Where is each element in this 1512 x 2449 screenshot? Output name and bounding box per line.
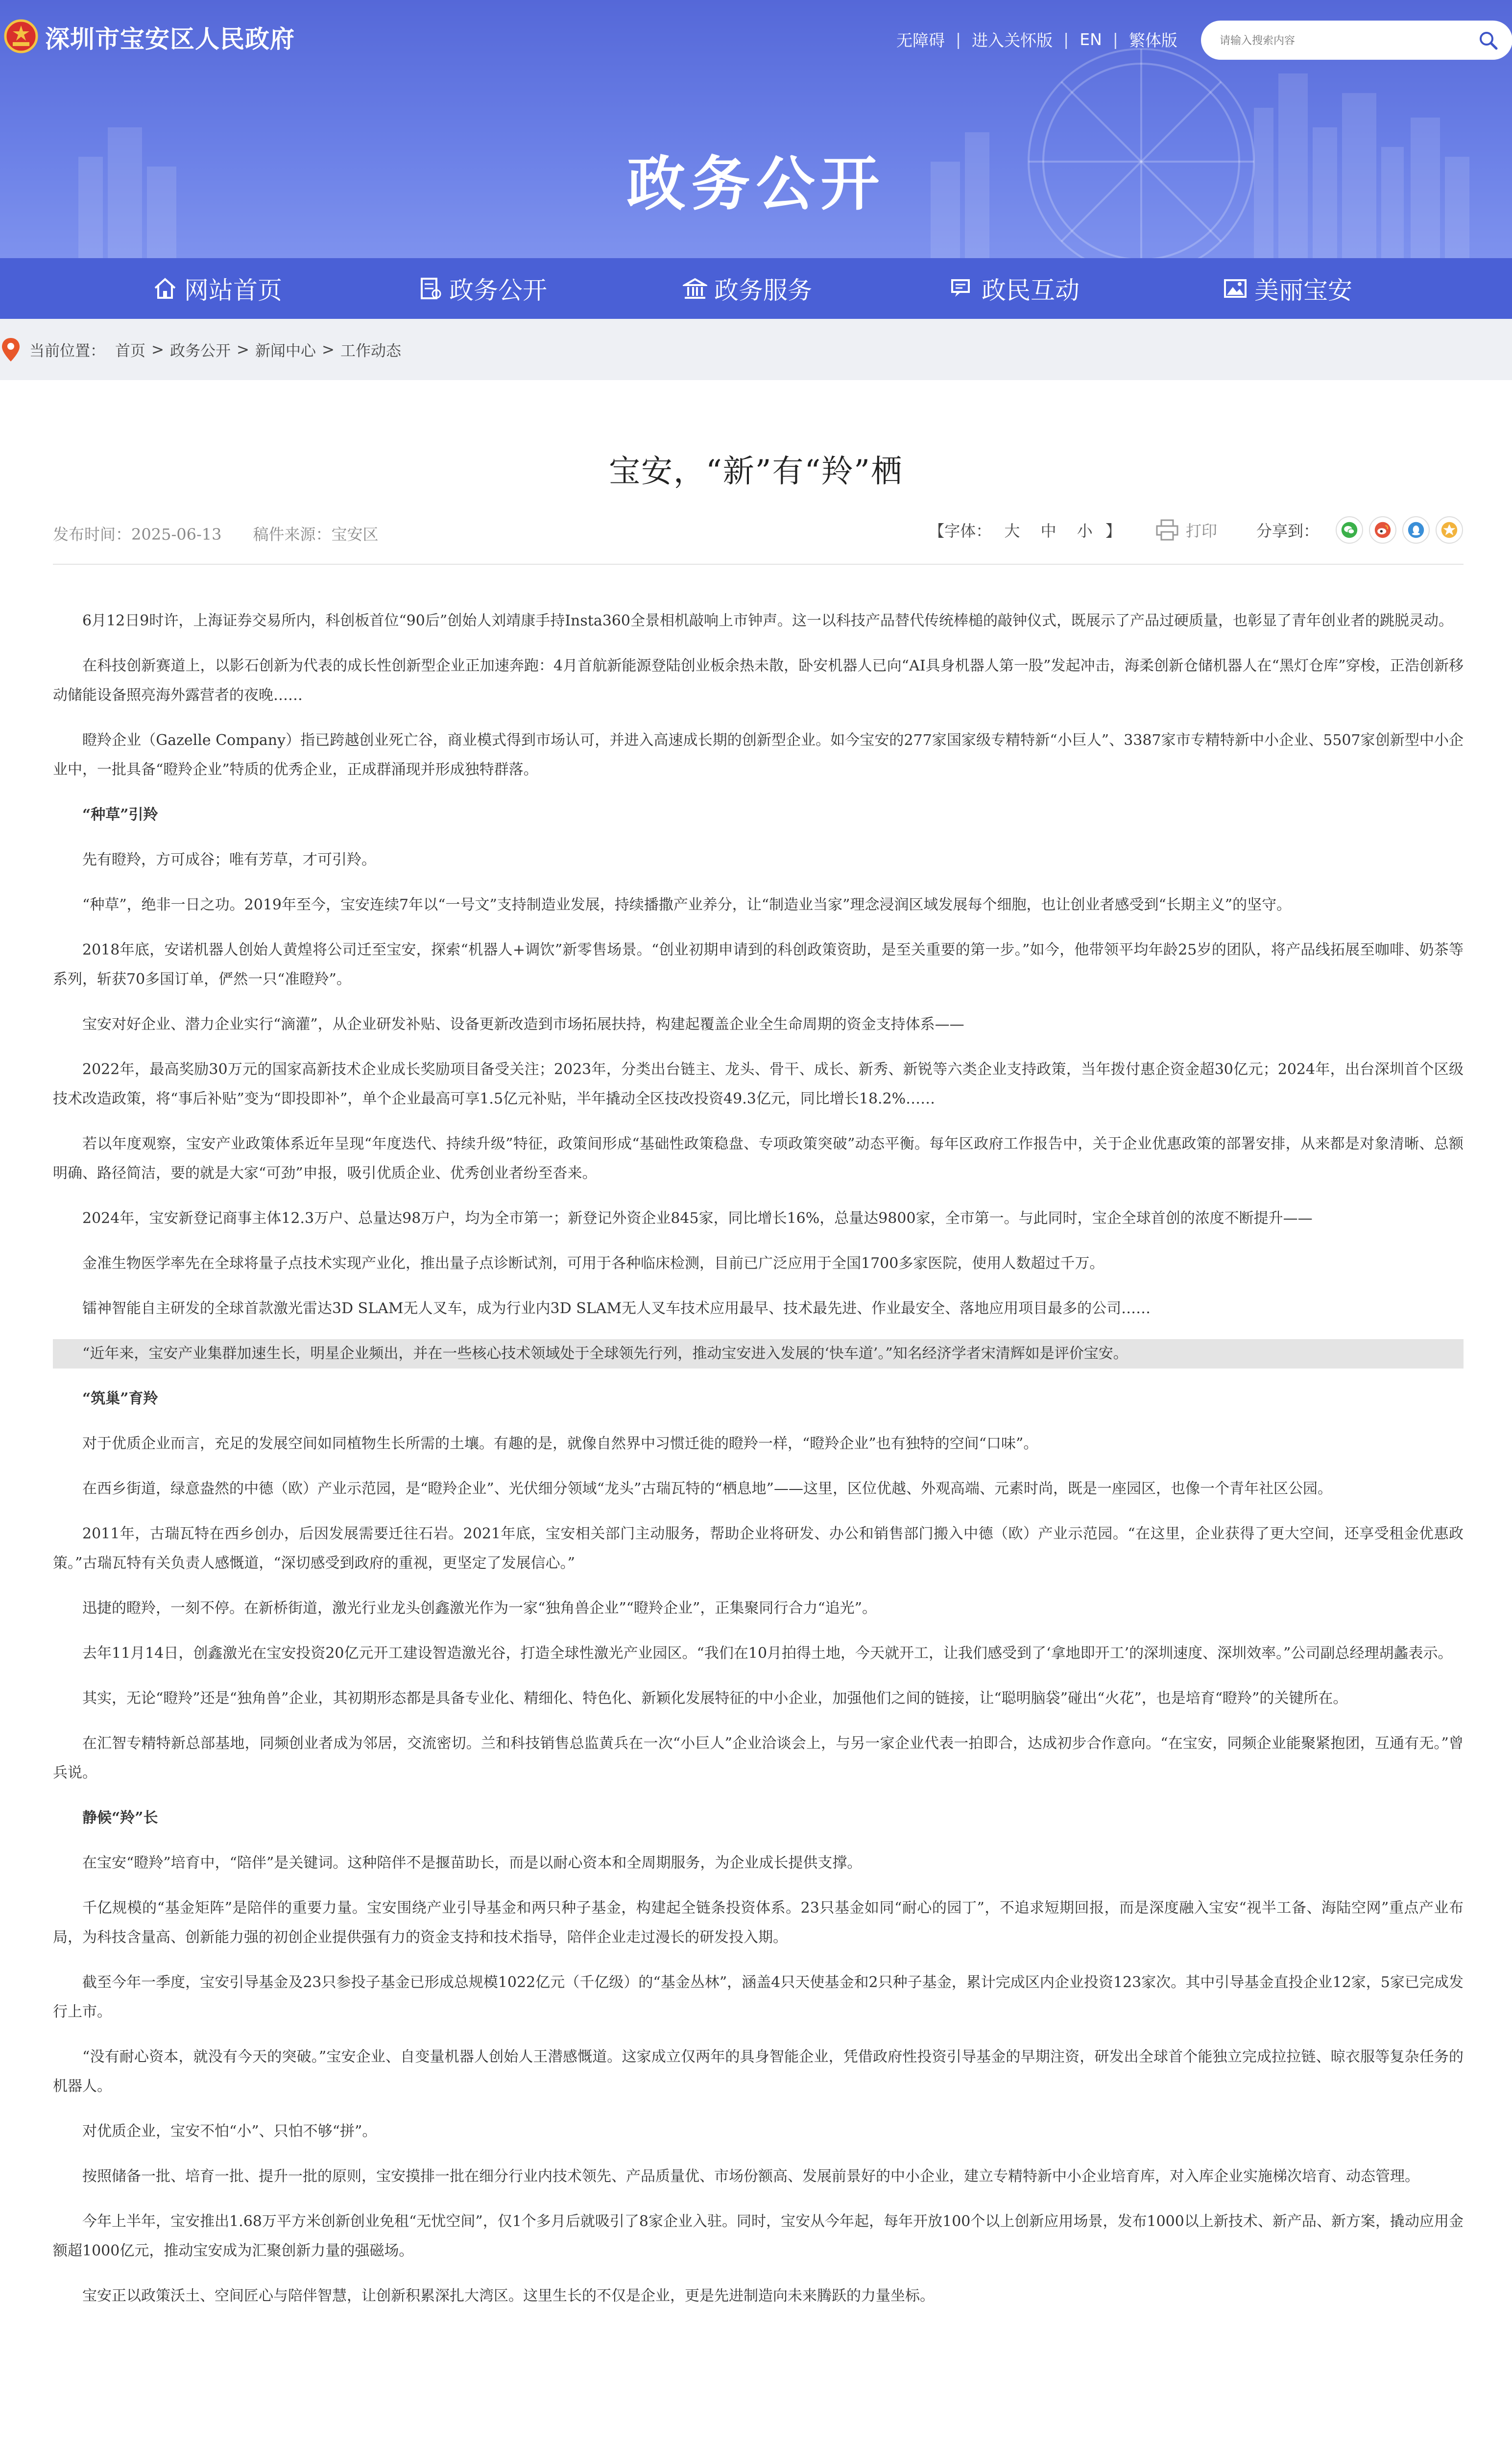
- share-label: 分享到：: [1256, 522, 1319, 540]
- breadcrumb-separator: >: [236, 340, 249, 359]
- font-size-selector: 【字体： 大 中 小 】: [929, 522, 1121, 540]
- font-size-small[interactable]: 小: [1077, 522, 1093, 540]
- nav-label: 美丽宝安: [1254, 276, 1352, 305]
- breadcrumb-work-news[interactable]: 工作动态: [340, 342, 401, 360]
- breadcrumb-home[interactable]: 首页: [115, 342, 145, 360]
- article-paragraph: 其实，无论“瞪羚”还是“独角兽”企业，其初期形态都是具备专业化、精细化、特色化、新颖化发展特征的中小企业，加强他们之间的链接，让“聪明脑袋”碰出“火花”，也是培育“瞪羚”的关键所在。: [82, 1690, 1348, 1707]
- article-paragraph: 2011年，古瑞瓦特在西乡创办，后因发展需要迁往石岩。2021年底，宝安相关部门主动服务，帮助企业将研发、办公和销售部门搬入中德（欧）产业示范园。“在这里，企业获得了更大空间，还享受租金优惠政策。”古瑞瓦特有关负责人感慨道，“深切感受到政府的重视，更坚定了发展信心。”: [53, 1525, 1464, 1572]
- national-emblem-icon: [4, 19, 38, 56]
- article-paragraph: 在西乡街道，绿意盎然的中德（欧）产业示范园，是“瞪羚企业”、光伏细分领域“龙头”古瑞瓦特的“栖息地”——这里，区位优越、外观高端、元素时尚，既是一座园区，也像一个青年社区公园。: [82, 1480, 1333, 1497]
- document-icon: [418, 276, 442, 301]
- top-links: 无障碍 | 进入关怀版 | EN | 繁体版: [896, 27, 1177, 51]
- article-paragraph: 2018年底，安诺机器人创始人黄煌将公司迁至宝安，探索“机器人+调饮”新零售场景。“创业初期申请到的科创政策资助，是至关重要的第一步。”如今，他带领平均年龄25岁的团队，将产品线拓展至咖啡、奶茶等系列，斩获70多国订单，俨然一只“准瞪羚”。: [53, 941, 1464, 988]
- meta-divider: [53, 564, 1464, 565]
- article-paragraph: 先有瞪羚，方可成谷；唯有芳草，才可引羚。: [82, 851, 376, 868]
- wechat-icon[interactable]: [1336, 516, 1363, 544]
- print-button[interactable]: [1155, 519, 1217, 541]
- breadcrumb-news-center[interactable]: 新闻中心: [255, 342, 316, 360]
- search-box: [1201, 21, 1512, 60]
- article-paragraph: 宝安对好企业、潜力企业实行“滴灌”，从企业研发补贴、设备更新改造到市场拓展扶持，构建起覆盖企业全生命周期的资金支持体系——: [82, 1016, 964, 1033]
- qzone-icon[interactable]: [1436, 516, 1463, 544]
- nav-item-public-interaction[interactable]: [950, 258, 1080, 319]
- nav-item-home[interactable]: [153, 258, 282, 319]
- article-paragraph: 镭神智能自主研发的全球首款激光雷达3D SLAM无人叉车，成为行业内3D SLAM无人叉车技术应用最早、技术最先进、作业最安全、落地应用项目最多的公司……: [82, 1300, 1151, 1317]
- article-meta: [53, 522, 379, 545]
- breadcrumb-label: 当前位置：: [29, 342, 105, 360]
- site-header: [0, 0, 1512, 258]
- accessibility-link[interactable]: 无障碍: [896, 30, 945, 50]
- article-paragraph: 在宝安“瞪羚”培育中，“陪伴”是关键词。这种陪伴不是揠苗助长，而是以耐心资本和全周期服务，为企业成长提供支撑。: [82, 1854, 862, 1872]
- article-tools: [929, 516, 1463, 544]
- nav-label: 政务公开: [449, 276, 547, 305]
- article-paragraph: 对于优质企业而言，充足的发展空间如同植物生长所需的土壤。有趣的是，就像自然界中习惯迁徙的瞪羚一样，“瞪羚企业”也有独特的空间“口味”。: [82, 1435, 1038, 1452]
- article-paragraph: 6月12日9时许，上海证券交易所内，科创板首位“90后”创始人刘靖康手持Insta360全景相机敲响上市钟声。这一以科技产品替代传统棒槌的敲钟仪式，既展示了产品过硬质量，也彰显了青年创业者的跳脱灵动。: [82, 612, 1453, 629]
- article-paragraph: “种草”，绝非一日之功。2019年至今，宝安连续7年以“一号文”支持制造业发展，持续播撒产业养分，让“制造业当家”理念浸润区域发展每个细胞，也让创业者感受到“长期主义”的坚守。: [82, 896, 1292, 913]
- traditional-chinese-link[interactable]: 繁体版: [1128, 30, 1177, 50]
- highlighted-paragraph: “近年来，宝安产业集群加速生长，明星企业频出，并在一些核心技术领域处于全球领先行列，推动宝安进入发展的‘快车道’。”知名经济学者宋清辉如是评价宝安。: [53, 1339, 1464, 1369]
- article-paragraph: 去年11月14日，创鑫激光在宝安投资20亿元开工建设智造激光谷，打造全球性激光产业园区。“我们在10月拍得土地，今天就开工，让我们感受到了‘拿地即开工’的深圳速度、深圳效率。”公司副总经理胡蠡表示。: [82, 1645, 1453, 1662]
- breadcrumb-separator: >: [151, 340, 164, 359]
- breadcrumb-separator: >: [321, 340, 335, 359]
- article-paragraph: 截至今年一季度，宝安引导基金及23只参投子基金已形成总规模1022亿元（千亿级）的“基金丛林”，涵盖4只天使基金和2只种子基金，累计完成区内企业投资123家次。其中引导基金直投企业12家，5家已完成发行上市。: [53, 1974, 1464, 2020]
- article-title: 宝安，“新”有“羚”栖: [609, 454, 903, 490]
- banner-title: 政务公开: [626, 150, 886, 218]
- chat-icon: [950, 276, 975, 301]
- printer-icon: [1155, 519, 1179, 541]
- weibo-icon[interactable]: [1369, 516, 1396, 544]
- location-pin-icon: [1, 337, 21, 362]
- landscape-icon: [1223, 276, 1248, 301]
- article-paragraph: 若以年度观察，宝安产业政策体系近年呈现“年度迭代、持续升级”特征，政策间形成“基础性政策稳盘、专项政策突破”动态平衡。每年区政府工作报告中，关于企业优惠政策的部署安排，从来都是对象清晰、总额明确、路径简洁，要的就是大家“可劲”申报，吸引优质企业、优秀创业者纷至沓来。: [53, 1135, 1464, 1182]
- nav-item-beautiful-baoan[interactable]: [1223, 258, 1352, 319]
- section-heading: “筑巢”育羚: [82, 1390, 158, 1407]
- search-icon[interactable]: [1478, 30, 1498, 50]
- nav-item-government-services[interactable]: [683, 258, 812, 319]
- article-paragraph: 对优质企业，宝安不怕“小”、只怕不够“拼”。: [82, 2123, 377, 2140]
- article-paragraph: 瞪羚企业（Gazelle Company）指已跨越创业死亡谷，商业模式得到市场认可，并进入高速成长期的创新型企业。如今宝安的277家国家级专精特新“小巨人”、3387家市专精特新中小企业、5507家创新型中小企业中，一批具备“瞪羚企业”特质的优秀企业，正成群涌现并形成独特群落。: [53, 732, 1464, 778]
- article-paragraph: “没有耐心资本，就没有今天的突破。”宝安企业、自变量机器人创始人王潜感慨道。这家成立仅两年的具身智能企业，凭借政府性投资引导基金的早期注资，研发出全球首个能独立完成拉拉链、晾衣服等复杂任务的机器人。: [53, 2048, 1464, 2095]
- elderly-mode-link[interactable]: 进入关怀版: [972, 30, 1053, 50]
- font-size-medium[interactable]: 中: [1040, 522, 1056, 540]
- print-label: 打印: [1185, 522, 1217, 540]
- article-paragraph: 2022年，最高奖励30万元的国家高新技术企业成长奖励项目备受关注；2023年，分类出台链主、龙头、骨干、成长、新秀、新锐等六类企业支持政策，当年拨付惠企资金超30亿元；2024年，出台深圳首个区级技术改造政策，将“事后补贴”变为“即投即补”，单个企业最高可享1.5亿元补贴，半年撬动全区技改投资49.3亿元，同比增长18.2%……: [53, 1061, 1464, 1107]
- search-input[interactable]: [1219, 29, 1475, 52]
- home-icon: [153, 276, 177, 301]
- source-name: 宝安区: [331, 525, 379, 544]
- article-paragraph: 千亿规模的“基金矩阵”是陪伴的重要力量。宝安围绕产业引导基金和两只种子基金，构建起全链条投资体系。23只基金如同“耐心的园丁”，不追求短期回报，而是深度融入宝安“视半工备、海陆空网”重点产业布局，为科技含量高、创新能力强的初创企业提供强有力的资金支持和技术指导，陪伴企业走过漫长的研发投入期。: [53, 1899, 1464, 1946]
- nav-label: 政务服务: [714, 276, 812, 305]
- qq-icon[interactable]: [1402, 516, 1430, 544]
- main-nav: [0, 258, 1512, 319]
- site-name[interactable]: 深圳市宝安区人民政府: [45, 25, 295, 53]
- font-size-large[interactable]: 大: [1004, 522, 1020, 540]
- article-paragraph: 2024年，宝安新登记商事主体12.3万户、总量达98万户，均为全市第一；新登记外资企业845家，同比增长16%，总量达9800家，全市第一。与此同时，宝企全球首创的浓度不断提升——: [82, 1210, 1313, 1227]
- breadcrumb-government-affairs[interactable]: 政务公开: [169, 342, 231, 360]
- article-body: [53, 606, 1464, 2327]
- section-heading: “种草”引羚: [82, 806, 158, 823]
- font-size-label: 【字体：: [929, 522, 992, 540]
- building-icon: [683, 276, 707, 301]
- article-paragraph: 今年上半年，宝安推出1.68万平方米创新创业免租“无忧空间”，仅1个多月后就吸引了8家企业入驻。同时，宝安从今年起，每年开放100个以上创新应用场景，发布1000以上新技术、新产品、新方案，撬动应用金额超1000亿元，推动宝安成为汇聚创新力量的强磁场。: [53, 2213, 1464, 2259]
- article-paragraph: 在科技创新赛道上，以影石创新为代表的成长性创新型企业正加速奔跑：4月首航新能源登陆创业板余热未散，卧安机器人已向“AI具身机器人第一股”发起冲击，海柔创新仓储机器人在“黑灯仓库”穿梭，正浩创新移动储能设备照亮海外露营者的夜晚……: [53, 657, 1464, 704]
- publish-date: 2025-06-13: [131, 525, 222, 544]
- nav-label: 政民互动: [982, 276, 1080, 305]
- breadcrumb: [0, 319, 1512, 380]
- article-paragraph: 在汇智专精特新总部基地，同频创业者成为邻居，交流密切。兰和科技销售总监黄兵在一次“小巨人”企业洽谈会上，与另一家企业代表一拍即合，达成初步合作意向。“在宝安，同频企业能聚紧抱团，互通有无。”曾兵说。: [53, 1735, 1464, 1781]
- nav-item-government-affairs[interactable]: [418, 258, 547, 319]
- article-paragraph: 宝安正以政策沃土、空间匠心与陪伴智慧，让创新积累深扎大湾区。这里生长的不仅是企业，更是先进制造向未来腾跃的力量坐标。: [82, 2287, 935, 2305]
- article-paragraph: 金准生物医学率先在全球将量子点技术实现产业化，推出量子点诊断试剂，可用于各种临床检测，目前已广泛应用于全国1700多家医院，使用人数超过千万。: [82, 1255, 1104, 1272]
- source-info: 稿件来源：宝安区: [253, 525, 379, 544]
- section-heading: 静候“羚”长: [82, 1809, 158, 1826]
- nav-label: 网站首页: [184, 276, 282, 305]
- article-container: [0, 380, 1512, 2449]
- article-paragraph: 迅捷的瞪羚，一刻不停。在新桥街道，激光行业龙头创鑫激光作为一家“独角兽企业”“瞪羚企业”，正集聚同行合力“追光”。: [82, 1600, 877, 1617]
- english-link[interactable]: EN: [1080, 29, 1102, 49]
- article-paragraph: 按照储备一批、培育一批、提升一批的原则，宝安摸排一批在细分行业内技术领先、产品质量优、市场份额高、发展前景好的中小企业，建立专精特新中小企业培育库，对入库企业实施梯次培育、动态管理。: [82, 2168, 1419, 2185]
- publish-info: 发布时间：2025-06-13: [53, 525, 222, 544]
